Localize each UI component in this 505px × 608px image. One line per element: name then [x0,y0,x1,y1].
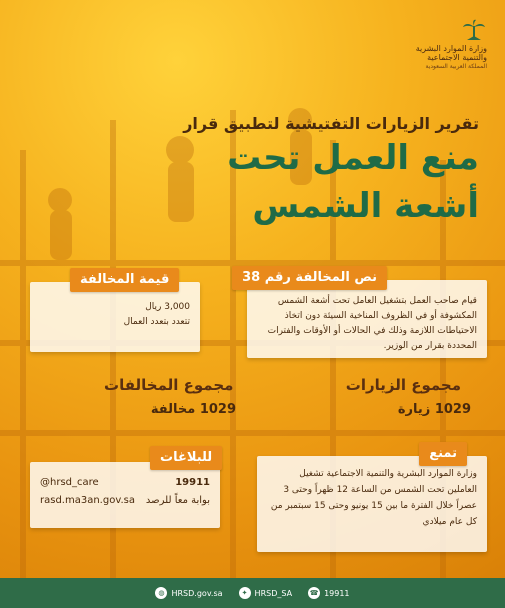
page-subtitle: تقرير الزيارات التفتيشية لتطبيق قرار [183,114,479,133]
footer-twitter-text: HRSD_SA [254,588,293,598]
phone-icon: ☎ [309,589,319,597]
portal-url[interactable]: rasd.ma3an.gov.sa [40,495,135,506]
footer-website[interactable] [155,587,222,599]
violation-value-label: قيمة المخالفة [70,268,179,292]
violation-text-body: قيام صاحب العمل بتشغيل العامل تحت أشعة الشمس المكشوفة أو في الظروف المناخية السيئة دون اتخاذ الاحتياطات اللازمة وذلك في الحالات أو الأوقات والفترات المحددة بقرار من الوزير. [267,296,477,351]
reports-label: للبلاغات [150,446,222,470]
page-title-line-2: أشعة الشمس [252,186,479,226]
violation-amount-note: تتعدد بتعدد العمال [123,317,190,327]
footer-twitter[interactable] [239,587,293,599]
globe-icon: ◍ [155,587,167,599]
footer-bar [0,578,505,608]
total-violations-value: 1029 مخالفة [150,402,236,417]
logo-line-1: وزارة الموارد البشرية [415,44,487,53]
total-violations-label: مجموع المخالفات [104,376,234,394]
prohibited-card [257,456,487,552]
phone-number[interactable]: 19911 [175,477,210,488]
violation-text-card [247,280,487,358]
portal-label: بوابة معاً للرصد [145,495,210,506]
total-visits-label: مجموع الزيارات [345,376,461,394]
violation-text-label: نص المخالفة رقم 38 [232,266,387,290]
palm-emblem-icon [461,18,487,44]
twitter-icon: ✦ [239,587,251,599]
footer-phone[interactable] [308,587,349,599]
ministry-logo [397,18,487,80]
footer-website-text: HRSD.gov.sa [171,588,223,598]
logo-line-3: المملكة العربية السعودية [425,63,487,70]
total-visits-value: 1029 زيارة [397,402,471,417]
twitter-handle[interactable]: @hrsd_care [40,477,99,488]
logo-line-2: والتنمية الاجتماعية [427,53,487,62]
footer-phone-text: 19911 [324,588,350,598]
violation-value-card [30,282,200,352]
prohibited-body: وزارة الموارد البشرية والتنمية الاجتماعية تشغيل العاملين تحت الشمس من الساعة 12 ظهراً وحتى 3 عصراً خلال الفترة ما بين 15 يونيو وحتى 15 سبتمبر من كل عام ميلادي [270,469,477,527]
violation-amount: 3,000 ريال [145,302,190,312]
page-title-line-1: منع العمل تحت [227,138,479,178]
prohibited-label: تمنع [419,442,467,466]
reports-card [30,462,220,528]
